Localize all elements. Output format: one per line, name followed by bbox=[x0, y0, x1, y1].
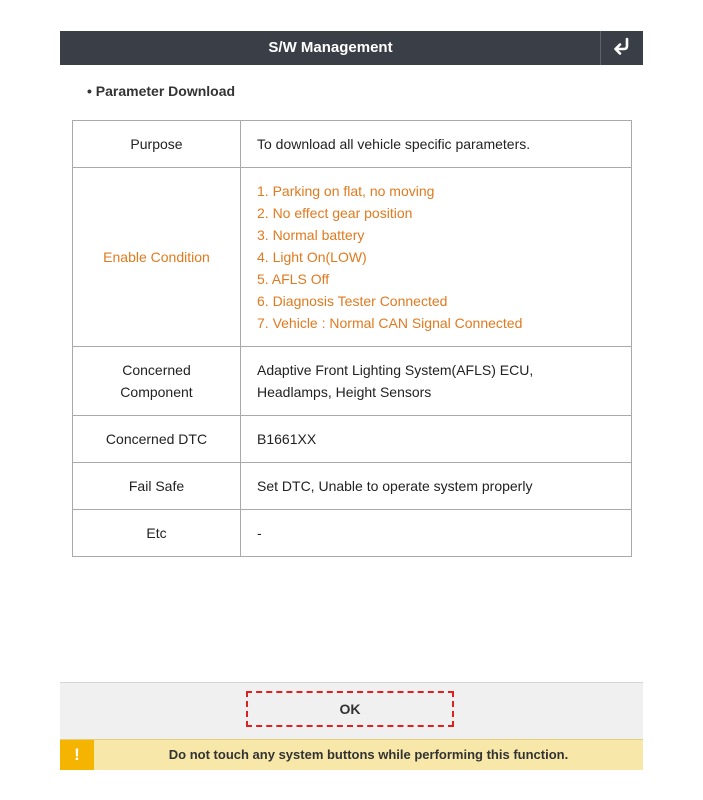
fail-safe-value: Set DTC, Unable to operate system properly bbox=[241, 463, 632, 510]
warning-bar bbox=[60, 739, 643, 770]
list-item: 5. AFLS Off bbox=[257, 271, 330, 287]
table-row bbox=[73, 510, 632, 557]
warning-icon: ! bbox=[60, 740, 94, 770]
list-item: 3. Normal battery bbox=[257, 227, 365, 243]
table-row bbox=[73, 463, 632, 510]
label-line: Component bbox=[120, 384, 193, 400]
return-arrow-icon bbox=[612, 37, 632, 60]
button-bar bbox=[60, 682, 643, 740]
ok-button[interactable]: OK bbox=[246, 691, 454, 727]
warning-message: Do not touch any system buttons while performing this function. bbox=[168, 747, 569, 762]
enable-condition-value bbox=[241, 168, 632, 347]
list-item: 7. Vehicle : Normal CAN Signal Connected bbox=[257, 315, 523, 331]
list-item: 4. Light On(LOW) bbox=[257, 249, 367, 265]
purpose-value: To download all vehicle specific parameters. bbox=[241, 121, 632, 168]
concerned-component-value bbox=[241, 347, 632, 416]
list-item: 6. Diagnosis Tester Connected bbox=[257, 293, 448, 309]
fail-safe-label: Fail Safe bbox=[73, 463, 241, 510]
list-item: 1. Parking on flat, no moving bbox=[257, 183, 435, 199]
table-row bbox=[73, 121, 632, 168]
parameter-info-table bbox=[72, 120, 632, 557]
table-row bbox=[73, 416, 632, 463]
etc-value: - bbox=[241, 510, 632, 557]
page-title: S/W Management bbox=[268, 39, 393, 56]
sw-management-panel bbox=[60, 31, 643, 770]
value-line: Headlamps, Height Sensors bbox=[257, 384, 432, 400]
title-bar bbox=[60, 31, 643, 65]
label-line: Concerned bbox=[122, 362, 191, 378]
back-button[interactable] bbox=[601, 31, 643, 65]
list-item: 2. No effect gear position bbox=[257, 205, 413, 221]
table-row bbox=[73, 168, 632, 347]
concerned-component-label bbox=[73, 347, 241, 416]
enable-condition-label: Enable Condition bbox=[73, 168, 241, 347]
table-row bbox=[73, 347, 632, 416]
purpose-label: Purpose bbox=[73, 121, 241, 168]
section-title: • Parameter Download bbox=[87, 83, 236, 99]
value-line: Adaptive Front Lighting System(AFLS) ECU, bbox=[257, 362, 534, 378]
condition-list bbox=[257, 180, 631, 334]
concerned-dtc-value: B1661XX bbox=[241, 416, 632, 463]
concerned-dtc-label: Concerned DTC bbox=[73, 416, 241, 463]
etc-label: Etc bbox=[73, 510, 241, 557]
